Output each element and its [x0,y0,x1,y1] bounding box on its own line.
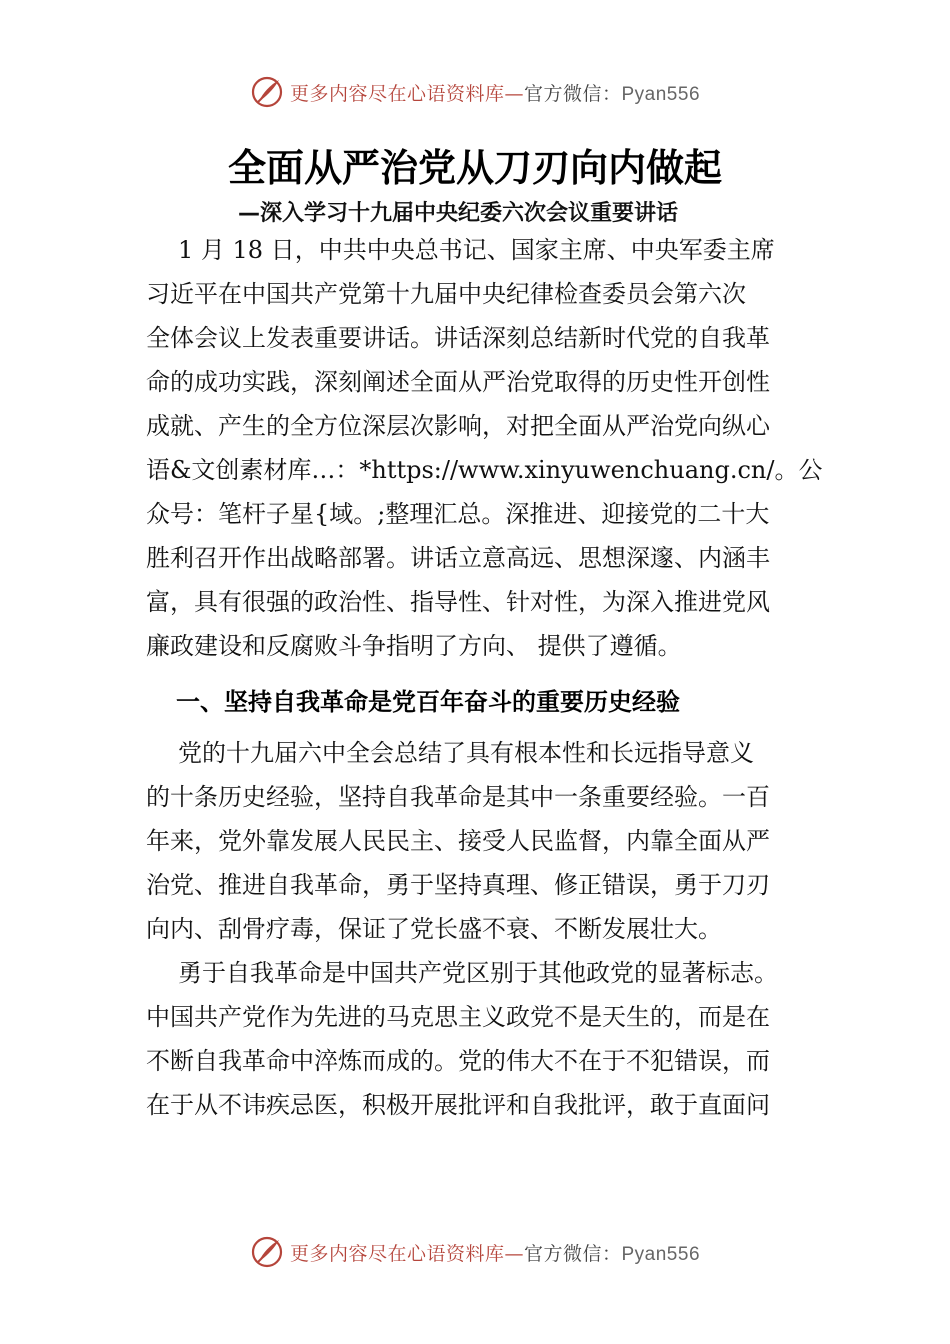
paragraph-line: 全体会议上发表重要讲话。讲话深刻总结新时代党的自我革 [146,324,770,352]
paragraph-line: 勇于自我革命是中国共产党区别于其他政党的显著标志。 [178,959,778,987]
banner-lead: 更多内容尽在心语资料库 [289,1242,505,1265]
document-title: 全面从严治党从刀刃向内做起 [227,146,722,190]
paragraph-line: 不断自我革命中淬炼而成的。党的伟大不在于不犯错误，而 [146,1047,770,1075]
banner-text [290,1239,700,1266]
banner-wechat-id: Pyan556 [621,83,701,105]
banner-wechat-label: 官方微信： [523,1242,622,1265]
paragraph-line: 在于从不讳疾忌医，积极开展批评和自我批评，敢于直面问 [146,1091,770,1119]
paragraph-line: 中国共产党作为先进的马克思主义政党不是天生的，而是在 [146,1003,770,1031]
paragraph-2 [146,731,812,951]
paragraph-line: 胜利召开作出战略部署。讲话立意高远、思想深邃、内涵丰 [146,544,770,572]
section-heading: 一、坚持自我革命是党百年奋斗的重要历史经验 [176,688,680,716]
paragraph-line: 众号：笔杆子星{域。;整理汇总。深推进、迎接党的二十大 [146,500,770,528]
paragraph-line: 党的十九届六中全会总结了具有根本性和长远指导意义 [178,739,754,767]
document-subtitle: —深入学习十九届中央纪委六次会议重要讲话 [238,201,679,226]
banner-lead: 更多内容尽在心语资料库 [289,82,505,105]
banner-wechat-id: Pyan556 [621,1243,701,1265]
header-banner [0,72,950,112]
paragraph-line: 1 月 18 日，中共中央总书记、国家主席、中央军委主席 [178,236,775,264]
feather-pen-icon [250,75,284,109]
banner-text [290,79,700,106]
footer-banner [0,1232,950,1272]
paragraph-3 [146,951,812,1127]
paragraph-line: 年来，党外靠发展人民民主、接受人民监督，内靠全面从严 [146,827,770,855]
paragraph-line: 习近平在中国共产党第十九届中央纪律检查委员会第六次 [146,280,746,308]
feather-pen-icon [250,1235,284,1269]
paragraph-line: 治党、推进自我革命，勇于坚持真理、修正错误，勇于刀刃 [146,871,770,899]
banner-dash: — [504,82,524,105]
paragraph-line: 语&文创素材库…：*https://www.xinyuwenchuang.cn/。公 [146,456,823,484]
paragraph-line: 命的成功实践，深刻阐述全面从严治党取得的历史性开创性 [146,368,770,396]
banner-wechat-label: 官方微信： [523,82,622,105]
banner-dash: — [504,1242,524,1265]
paragraph-line: 成就、产生的全方位深层次影响，对把全面从严治党向纵心 [146,412,770,440]
paragraph-line: 廉政建设和反腐败斗争指明了方向、 提供了遵循。 [146,632,682,660]
paragraph-line: 向内、刮骨疗毒，保证了党长盛不衰、不断发展壮大。 [146,915,722,943]
paragraph-line: 富，具有很强的政治性、指导性、针对性，为深入推进党风 [146,588,770,616]
paragraph-line: 的十条历史经验，坚持自我革命是其中一条重要经验。一百 [146,783,770,811]
intro-paragraph [146,228,823,668]
